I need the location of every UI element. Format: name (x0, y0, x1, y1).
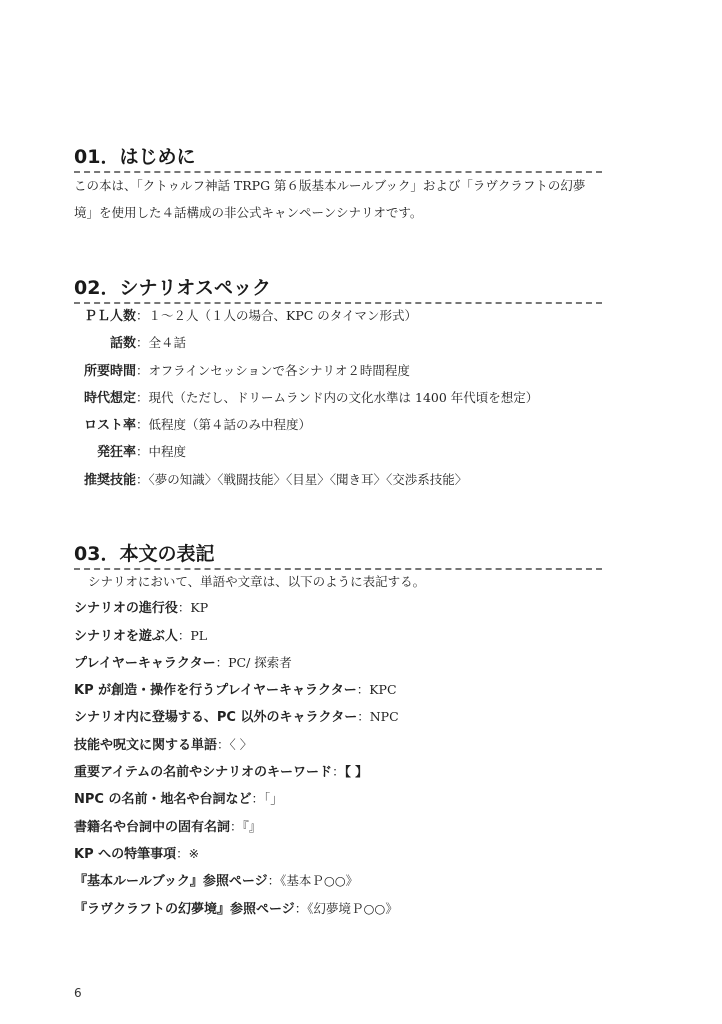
separator: ： (136, 471, 149, 487)
section-scenario-spec (74, 276, 602, 494)
notation-row-kp (74, 595, 602, 622)
separator: ： (176, 845, 189, 861)
spec-label: 時代想定 (83, 390, 136, 406)
separator: ： (136, 335, 149, 351)
notation-row-npc-lines (74, 786, 602, 813)
spec-list (74, 303, 602, 494)
spec-label: ロスト率 (83, 418, 136, 434)
separator: ： (332, 764, 345, 780)
notation-label: 『基本ルールブック』参照ページ (74, 874, 268, 890)
notation-row-kpc (74, 677, 602, 704)
notation-label: NPC の名前・地名や台詞など (74, 792, 252, 808)
notation-value: 《基本Ｐ○○》 (280, 873, 359, 889)
notation-label: 『ラヴクラフトの幻夢境』参照ページ (74, 901, 295, 917)
notation-label: 技能や呪文に関する単語 (74, 737, 218, 753)
spec-value: 現代（ただし、ドリームランド内の文化水準は 1400 年代頃を想定） (148, 389, 539, 405)
separator: ： (177, 600, 191, 616)
notation-value: PC/ 探索者 (228, 654, 292, 670)
separator: ： (356, 682, 370, 698)
spec-row-play-time (74, 358, 602, 385)
notation-label: シナリオの進行役 (74, 601, 178, 617)
notation-label: シナリオを遊ぶ人 (74, 628, 178, 644)
notation-label: シナリオ内に登場する、PC 以外のキャラクター (74, 710, 358, 726)
notation-value: 〈 〉 (229, 736, 253, 752)
spec-row-recommended-skills (74, 467, 602, 494)
separator: ： (136, 444, 149, 460)
notation-value: ※ (188, 845, 200, 861)
separator: ： (251, 791, 264, 807)
notation-value: 【 】 (344, 764, 368, 780)
notation-value: KPC (369, 682, 397, 698)
spec-value: １～２人（１人の場合、KPC のタイマン形式） (148, 308, 418, 323)
section-heading: 01．はじめに (74, 145, 602, 173)
notation-row-dreamlands-ref (74, 896, 602, 923)
separator: ： (136, 362, 149, 378)
spec-value: 全４話 (148, 335, 187, 351)
spec-value: オフラインセッションで各シナリオ２時間程度 (148, 362, 410, 378)
separator: ： (230, 818, 243, 834)
notation-row-book-titles (74, 814, 602, 841)
notation-label: 重要アイテムの名前やシナリオのキーワード (74, 765, 333, 781)
spec-row-player-count (74, 303, 602, 330)
section-introduction (74, 145, 602, 226)
notation-value: NPC (369, 709, 399, 725)
spec-value: 低程度（第４話のみ中程度） (148, 417, 312, 433)
notation-label: 書籍名や台詞中の固有名詞 (74, 819, 231, 835)
notation-list (74, 595, 602, 923)
notation-row-skill-terms (74, 732, 602, 759)
separator: ： (215, 654, 229, 670)
notation-row-pc (74, 650, 602, 677)
notation-value: 「」 (264, 791, 283, 807)
notation-label: KP が創造・操作を行うプレイヤーキャラクター (74, 683, 357, 699)
notation-row-kp-notes (74, 841, 602, 868)
separator: ： (217, 736, 230, 752)
notation-label: プレイヤーキャラクター (74, 655, 216, 671)
spec-row-insanity-rate (74, 439, 602, 466)
notation-value: KP (190, 600, 209, 616)
notation-value: PL (190, 627, 208, 643)
separator: ： (177, 627, 191, 643)
notation-value: 《幻夢境Ｐ○○》 (307, 900, 398, 916)
separator: ： (136, 308, 149, 323)
separator: ： (267, 873, 281, 889)
notation-row-basic-rulebook-ref (74, 868, 602, 895)
notation-row-key-items (74, 759, 602, 786)
spec-label: 所要時間 (83, 363, 136, 379)
spec-value: 中程度 (148, 444, 187, 460)
notation-row-pl (74, 623, 602, 650)
spec-row-lost-rate (74, 412, 602, 439)
separator: ： (294, 900, 308, 916)
notation-row-npc (74, 704, 602, 731)
spec-label: 推奨技能 (83, 472, 136, 488)
spec-value: 〈夢の知識〉〈戦闘技能〉〈目星〉〈聞き耳〉〈交渉系技能〉 (148, 471, 468, 487)
section-heading: 02．シナリオスペック (74, 276, 602, 304)
notation-value: 『』 (242, 818, 262, 834)
spec-label: 発狂率 (96, 445, 136, 461)
separator: ： (357, 709, 370, 725)
section-body: この本は、「クトゥルフ神話 TRPG 第６版基本ルールブック」および「ラヴクラフトの幻夢境」を使用した４話構成の非公式キャンペーンシナリオです。 (74, 178, 586, 220)
page-number: 6 (74, 986, 82, 1000)
notation-intro: シナリオにおいて、単語や文章は、以下のように表記する。 (88, 574, 426, 589)
separator: ： (136, 417, 149, 433)
spec-label: 話数 (109, 336, 136, 352)
separator: ： (136, 389, 149, 405)
section-heading: 03．本文の表記 (74, 542, 602, 570)
spec-label: ＰＬ人数 (83, 309, 136, 324)
notation-label: KP への特筆事項 (74, 846, 177, 862)
spec-row-episodes (74, 330, 602, 357)
spec-row-era (74, 385, 602, 412)
section-notation (74, 542, 602, 923)
